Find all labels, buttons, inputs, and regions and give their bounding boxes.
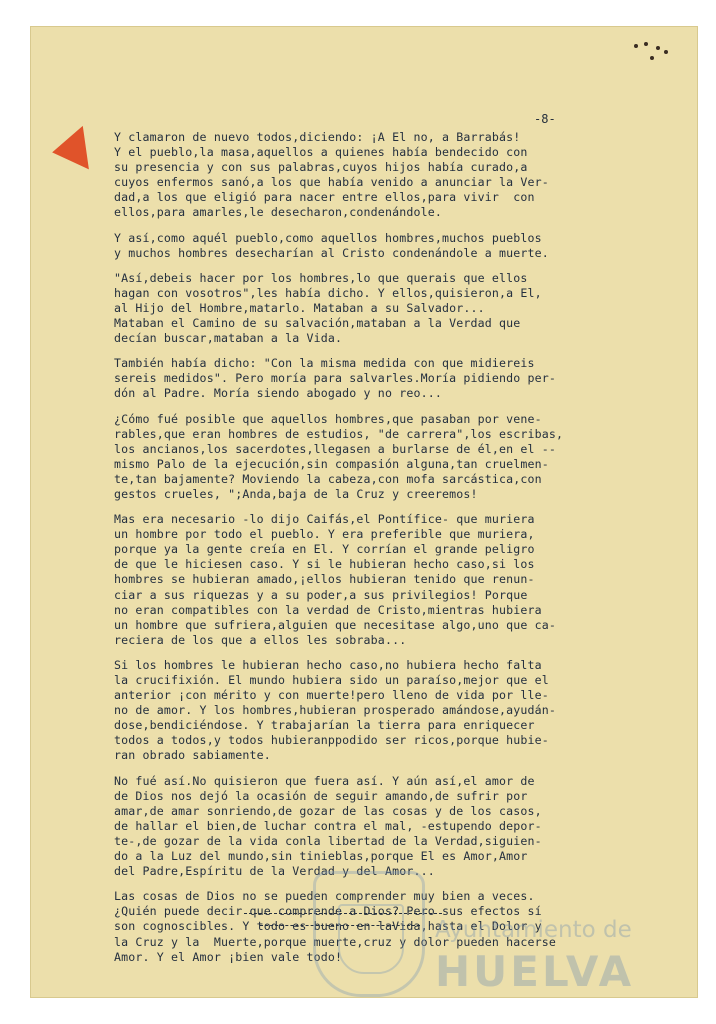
- watermark-line-2: HUELVA: [435, 947, 635, 996]
- text-line: todos a todos,y todos hubieranppodido ser ricos,porque hubie-: [114, 733, 549, 748]
- red-paper-mark: [49, 126, 89, 174]
- text-line: Y el pueblo,la masa,aquellos a quienes había bendecido con: [114, 145, 528, 160]
- text-line: te-,de gozar de la vida conla libertad de la Verdad,siguien-: [114, 833, 542, 848]
- page-number: -8-: [534, 112, 556, 126]
- text-line: ¿Quién puede decir que comprende a Dios? Pero sus efectos sí: [114, 904, 542, 919]
- text-line: su presencia y con sus palabras,cuyos hijos había curado,a: [114, 160, 528, 175]
- ayuntamiento-watermark: [305, 865, 645, 995]
- text-line: porque ya la gente creía en El. Y corrían el grande peligro: [114, 542, 535, 557]
- text-line: la crucifixión. El mundo hubiera sido un paraíso,mejor que el: [114, 673, 549, 687]
- text-line: Amor. Y el Amor ¡bien vale todo!: [114, 949, 343, 964]
- text-line: decían buscar,mataban a la Vida.: [114, 331, 343, 346]
- text-line: un hombre por todo el pueblo. Y era preferible que muriera,: [114, 527, 535, 542]
- paragraph: [114, 130, 624, 221]
- typed-body-text: [114, 130, 624, 975]
- text-line: te,tan bajamente? Moviendo la cabeza,con mofa sarcástica,con: [114, 471, 542, 486]
- paragraph: [114, 231, 624, 261]
- text-line: hagan con vosotros",les había dicho. Y ellos,quisieron,a El,: [114, 285, 542, 300]
- paragraph: [114, 774, 624, 880]
- text-line: rables,que eran hombres de estudios, "de carrera",los escribas,: [114, 426, 564, 441]
- text-line: hombres se hubieran amado,¡ellos hubieran tenido que renun-: [114, 572, 535, 587]
- text-line: gestos crueles, ";Anda,baja de la Cruz y creeremos!: [114, 486, 478, 501]
- text-line: Y así,como aquél pueblo,como aquellos hombres,muchos pueblos: [114, 230, 542, 245]
- text-line: do a la Luz del mundo,sin tinieblas,porque El es Amor,Amor: [114, 849, 528, 864]
- text-line: Mas era necesario -lo dijo Caifás,el Pontífice- que muriera: [114, 512, 535, 527]
- coat-of-arms-icon: [313, 871, 425, 997]
- paragraph: [114, 658, 624, 764]
- paragraph: [114, 356, 624, 401]
- text-line: un hombre que sufriera,alguien que necesitase algo,uno que ca-: [114, 617, 557, 632]
- text-line: al Hijo del Hombre,matarlo. Mataban a su Salvador...: [114, 300, 485, 315]
- text-line: del Padre,Espíritu de la Verdad y del Amor...: [114, 864, 435, 879]
- text-line: "Así,debeis hacer por los hombres,lo que querais que ellos: [114, 270, 528, 285]
- text-line: de hallar el bien,de luchar contra el mal, -estupendo depor-: [114, 818, 542, 833]
- text-line: amar,de amar sonriendo,de gozar de las cosas y de los casos,: [114, 803, 542, 818]
- text-line: Las cosas de Dios no se pueden comprender muy bien a veces.: [114, 889, 535, 904]
- paragraph: [114, 271, 624, 346]
- text-line: son cognoscibles. Y todo es bueno en laVida,hasta el Dolor y: [114, 919, 542, 934]
- text-line: Si los hombres le hubieran hecho caso,no hubiera hecho falta: [114, 657, 542, 672]
- text-line: anterior ¡con mérito y con muerte!pero lleno de vida por lle-: [114, 688, 549, 703]
- paragraph: [114, 512, 624, 648]
- text-line: no eran compatibles con la verdad de Cristo,mientras hubiera: [114, 602, 542, 617]
- watermark-line-1: Ayuntamiento de: [435, 917, 632, 943]
- text-line: dón al Padre. Moría siendo abogado y no reo...: [114, 386, 442, 401]
- text-line: No fué así.No quisieron que fuera así. Y aún así,el amor de: [114, 773, 535, 788]
- text-line: También había dicho: "Con la misma medida con que midiereis: [114, 356, 535, 371]
- text-line: ciar a sus riquezas y a su poder,a sus privilegios! Porque: [114, 587, 528, 602]
- text-line: Y clamaron de nuevo todos,diciendo: ¡A El no, a Barrabás!: [114, 130, 521, 144]
- text-line: sereis medidos". Pero moría para salvarles.Moría pidiendo per-: [114, 371, 557, 386]
- text-line: y muchos hombres desecharían al Cristo condenándole a muerte.: [114, 245, 549, 260]
- text-line: reciera de los que a ellos les sobraba...: [114, 632, 407, 647]
- text-line: ¿Cómo fué posible que aquellos hombres,que pasaban por vene-: [114, 411, 542, 426]
- ink-specks: [630, 38, 680, 68]
- text-line: Mataban el Camino de su salvación,mataban a la Verdad que: [114, 316, 521, 331]
- text-line: ellos,para amarles,le desecharon,condenándole.: [114, 205, 442, 220]
- text-line: ran obrado sabiamente.: [114, 748, 271, 763]
- text-line: cuyos enfermos sanó,a los que había venido a anunciar la Ver-: [114, 175, 549, 190]
- text-line: dad,a los que eligió para nacer entre ellos,para vivir con: [114, 190, 535, 205]
- text-line: de Dios nos dejó la ocasión de seguir amando,de sufrir por: [114, 788, 528, 803]
- text-line: no de amor. Y los hombres,hubieran prosperado amándose,ayudán-: [114, 703, 557, 718]
- paragraph: [114, 412, 624, 503]
- text-line: los ancianos,los sacerdotes,llegasen a burlarse de él,en el --: [114, 441, 557, 456]
- text-line: mismo Palo de la ejecución,sin compasión alguna,tan cruelmen-: [114, 456, 549, 471]
- text-line: dose,bendiciéndose. Y trabajarían la tierra para enriquecer: [114, 718, 535, 733]
- text-line: de que le hiciesen caso. Y si le hubieran hecho caso,si los: [114, 557, 535, 572]
- text-line: la Cruz y la Muerte,porque muerte,cruz y dolor pueden hacerse: [114, 934, 557, 949]
